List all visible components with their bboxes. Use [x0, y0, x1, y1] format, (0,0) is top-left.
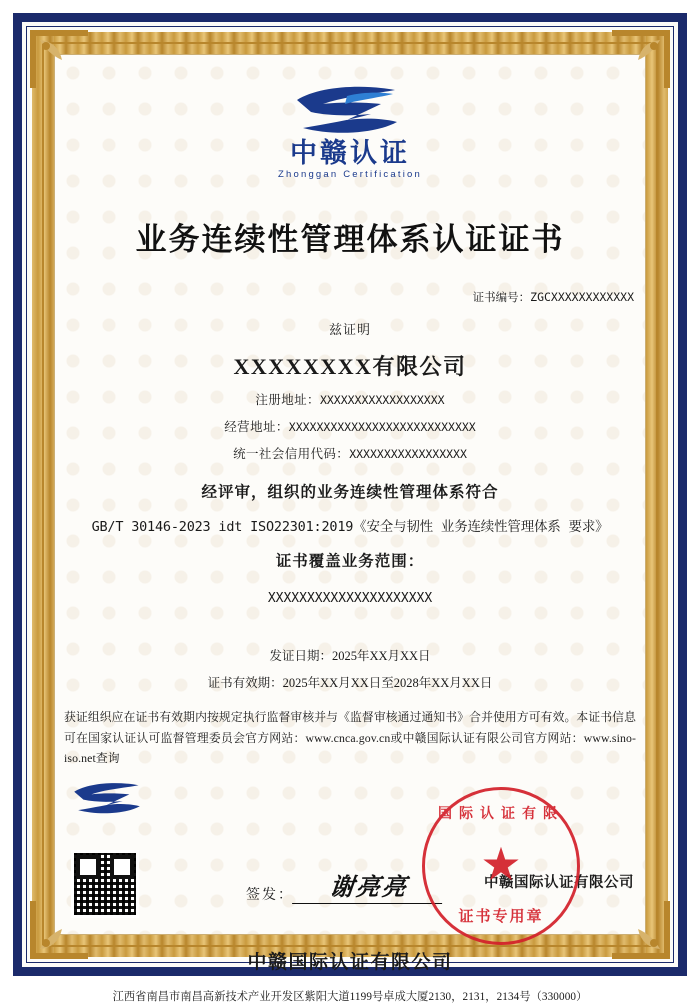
seal-arc-text: 国际认证有限 — [438, 806, 564, 822]
signature-area — [60, 775, 640, 945]
footer-company-name: 中赣国际认证有限公司 — [247, 951, 453, 973]
validity-period: 证书有效期：2025年XX月XX日至2028年XX月XX日 — [207, 676, 493, 690]
signature-label: 签发： — [246, 887, 294, 903]
logo-english-name: Zhonggan Certification — [278, 169, 422, 181]
seal-star-icon: ★ — [480, 839, 522, 891]
issue-date: 发证日期：2025年XX月XX日 — [269, 649, 431, 663]
hereby-certify-text: 兹证明 — [328, 322, 371, 337]
signature-name: 谢亮亮 — [292, 867, 446, 904]
credit-code-row — [60, 444, 640, 462]
scope-value: XXXXXXXXXXXXXXXXXXXXX — [267, 591, 433, 606]
signature-row — [246, 867, 444, 904]
scope-label: 证书覆盖业务范围： — [275, 553, 425, 570]
business-address-value: XXXXXXXXXXXXXXXXXXXXXXXXXXX — [288, 420, 476, 434]
registered-address-value: XXXXXXXXXXXXXXXXXX — [319, 393, 445, 407]
company-name: XXXXXXXX有限公司 — [233, 354, 467, 379]
certificate-content — [60, 60, 640, 1003]
standard-reference: GB/T 30146-2023 idt ISO22301:2019《安全与韧性 业务连续性管理体系 要求》 — [91, 519, 609, 535]
business-address-row — [60, 417, 640, 435]
registered-address-label: 注册地址： — [255, 393, 320, 407]
business-address-label: 经营地址： — [224, 420, 289, 434]
certificate-number: 证书编号：ZGCXXXXXXXXXXXX — [472, 290, 634, 304]
conformity-statement: 经评审，组织的业务连续性管理体系符合 — [201, 484, 499, 501]
certificate-title: 业务连续性管理体系认证证书 — [135, 222, 565, 257]
registered-address-row — [60, 390, 640, 408]
footer-logo — [66, 781, 152, 822]
credit-code-label: 统一社会信用代码： — [233, 447, 350, 461]
logo-chinese-name: 中赣认证 — [290, 138, 410, 168]
credit-code-value: XXXXXXXXXXXXXXXXX — [349, 447, 467, 461]
issuer-name-right: 中赣国际认证有限公司 — [484, 874, 634, 891]
footer-address: 江西省南昌市南昌高新技术产业开发区紫阳大道1199号卓成大厦2130，2131，2134号（330000） — [112, 990, 588, 1003]
swoosh-z-logo-icon — [289, 84, 411, 138]
swoosh-z-logo-icon-small — [69, 781, 149, 817]
notice-text: 获证组织应在证书有效期内按规定执行监督审核并与《监督审核通过通知书》合并使用方可有效。本证书信息可在国家认证认可监督管理委员会官方网站：www.cnca.gov.cn或中赣国际认证有限公司官方网站：www.sino-iso.net查询 — [64, 710, 636, 766]
seal-bottom-text: 证书专用章 — [458, 908, 544, 925]
brand-logo — [60, 84, 640, 188]
official-seal — [422, 787, 580, 945]
qr-code[interactable] — [72, 851, 138, 917]
